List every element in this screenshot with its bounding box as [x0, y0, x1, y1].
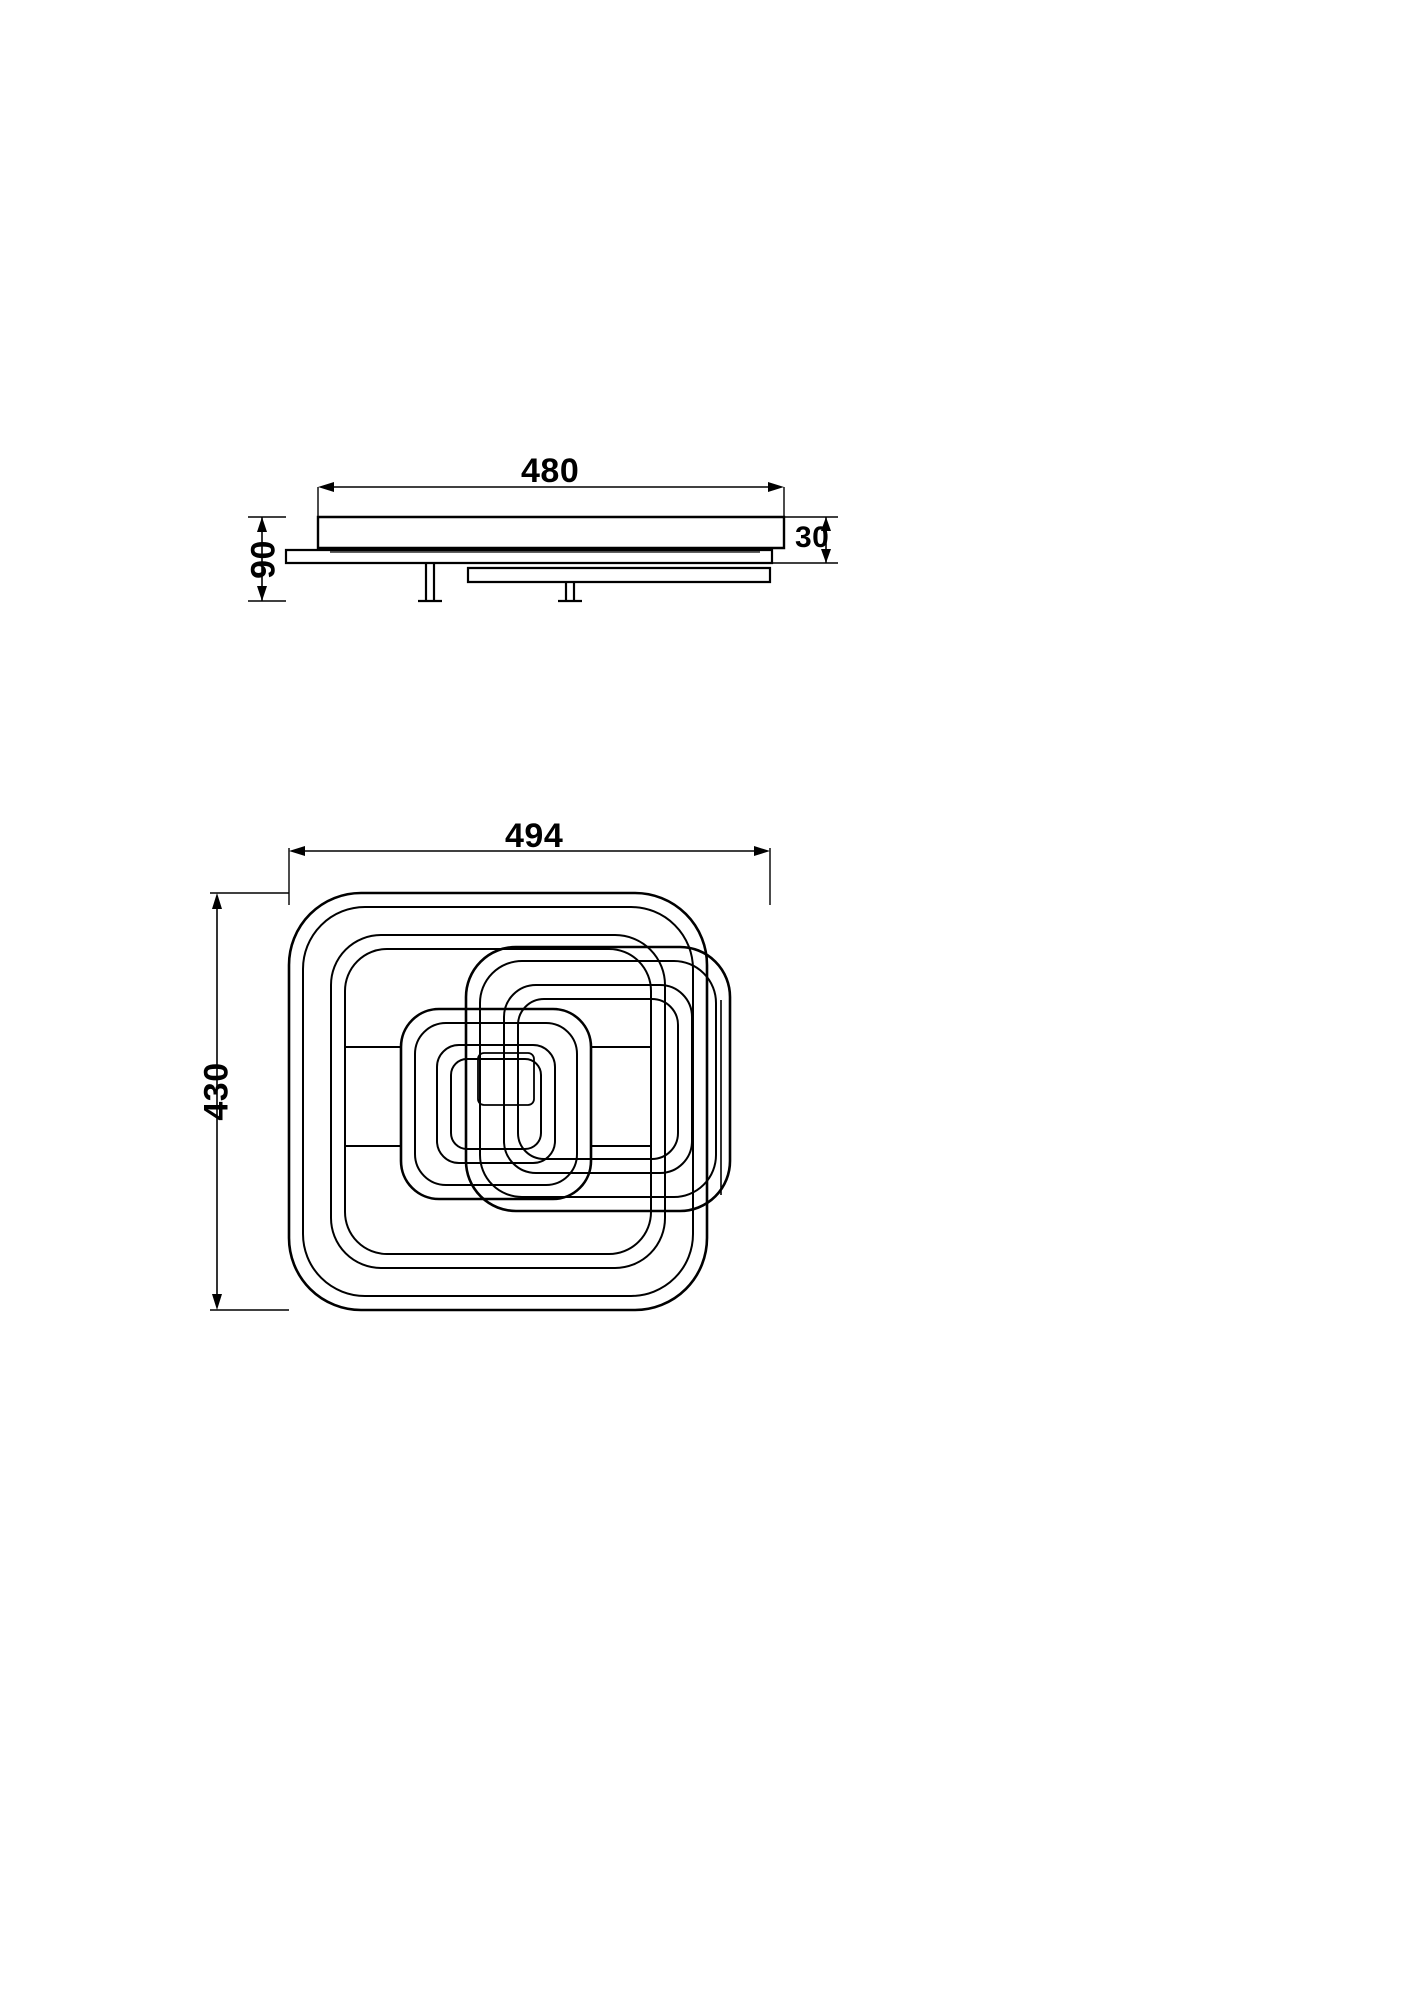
plan-view	[210, 846, 770, 1310]
side-elevation-view	[248, 482, 838, 601]
dimension-label-480: 480	[521, 452, 580, 490]
dimension-label-90: 90	[244, 540, 283, 579]
dimension-label-430: 430	[197, 1062, 236, 1121]
dimension-label-30: 30	[795, 521, 830, 554]
dimension-label-494: 494	[505, 817, 564, 855]
